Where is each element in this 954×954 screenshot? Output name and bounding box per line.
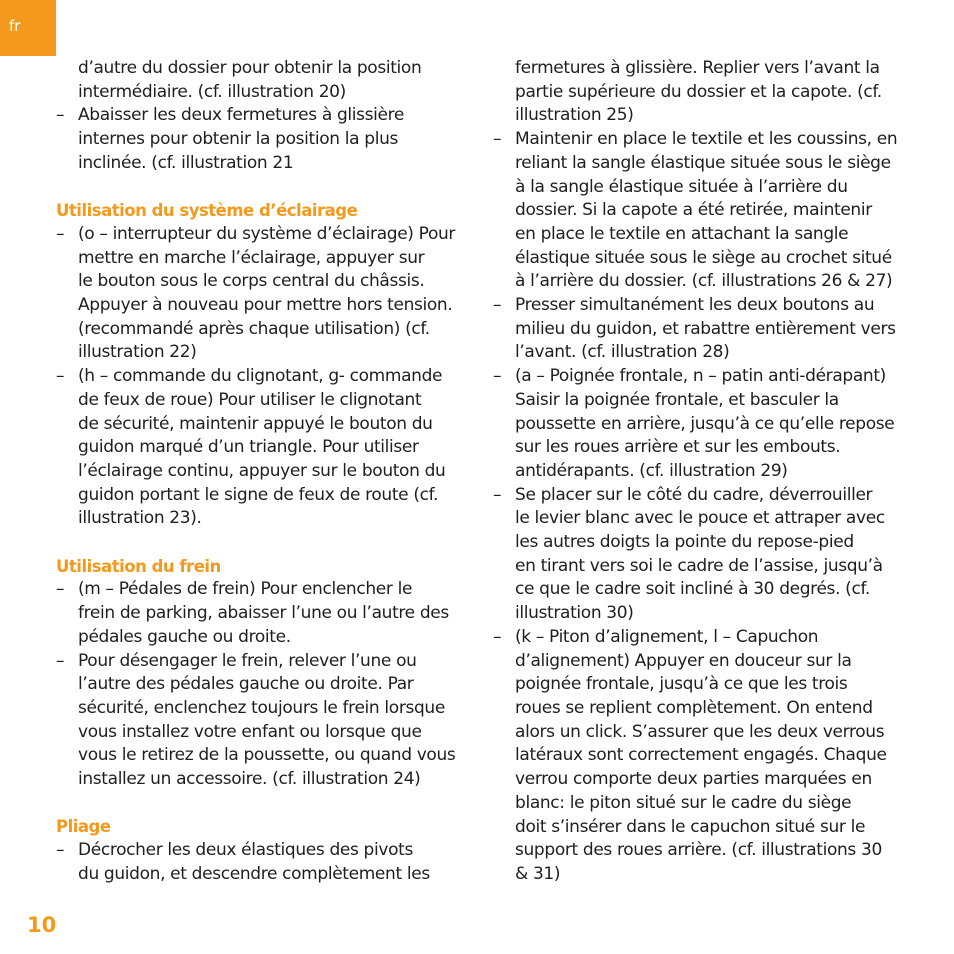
dash-bullet: – (56, 223, 65, 244)
dash-bullet: – (493, 626, 502, 647)
list-item (56, 578, 461, 649)
list-item-text: (h – commande du clignotant, g- commande de feux de roue) Pour utiliser le clignotant de sécurité, maintenir appuyé le bouton du guidon marqué d’un triangle. Pour utiliser l’éclairage continu, appuyer sur le bouton du guidon portant le signe de feux de route (cf. illustration 23). (78, 366, 446, 529)
list-item (56, 839, 461, 886)
dash-bullet: – (56, 579, 65, 600)
list-item (56, 223, 461, 365)
list-item (493, 128, 903, 294)
language-label: fr (9, 17, 21, 35)
list-item-text: Décrocher les deux élastiques des pivots du guidon, et descendre complètement les (78, 840, 430, 884)
section-heading-lighting: Utilisation du système d’éclairage (56, 201, 358, 221)
list-item-text: Maintenir en place le textile et les coussins, en reliant la sangle élastique située sous le siège à la sangle élastique située à l’arrière du dossier. Si la capote a été retirée, maintenir en place le textile en attachant la sangle élastique située sous le siège au crochet situé à l’arrière du dossier. (cf. illustrations 26 & 27) (515, 129, 898, 292)
list-item (56, 650, 461, 792)
list-item-text: (a – Poignée frontale, n – patin anti-dérapant) Saisir la poignée frontale, et basculer la poussette en arrière, jusqu’à ce qu’elle repose sur les roues arrière et sur les embouts. antidérapants. (cf. illustration 29) (515, 366, 895, 481)
dash-bullet: – (56, 840, 65, 861)
list-item (493, 365, 903, 484)
paragraph-continued: fermetures à glissière. Replier vers l’avant la partie supérieure du dossier et la capote. (cf. illustration 25) (515, 58, 882, 126)
left-column (56, 57, 461, 887)
dash-bullet: – (493, 129, 502, 150)
dash-bullet: – (56, 105, 65, 126)
page-number: 10 (27, 913, 57, 937)
right-column (493, 57, 903, 887)
section-heading-brake: Utilisation du frein (56, 556, 221, 576)
dash-bullet: – (56, 650, 65, 671)
dash-bullet: – (56, 366, 65, 387)
list-item-text: Se placer sur le côté du cadre, déverrouiller le levier blanc avec le pouce et attraper avec les autres doigts la pointe du repose-pied en tirant vers soi le cadre de l’assise, jusqu’à ce que le cadre soit incliné à 30 degrés. (cf. illustration 30) (515, 484, 885, 624)
list-item (56, 104, 461, 175)
dash-bullet: – (493, 295, 502, 316)
paragraph-continued: d’autre du dossier pour obtenir la position intermédiaire. (cf. illustration 20) (78, 58, 422, 102)
section-heading-folding: Pliage (56, 817, 111, 837)
list-item (493, 484, 903, 626)
list-item-text: Pour désengager le frein, relever l’une ou l’autre des pédales gauche ou droite. Par sécurité, enclenchez toujours le frein lorsque vous installez votre enfant ou lorsque que vous le retirez de la poussette, ou quand vous installez un accessoire. (cf. illustration 24) (78, 650, 456, 790)
dash-bullet: – (493, 366, 502, 387)
list-item (56, 365, 461, 531)
list-item-text: Abaisser les deux fermetures à glissière internes pour obtenir la position la plus inclinée. (cf. illustration 21 (78, 105, 405, 173)
list-item (493, 294, 903, 365)
dash-bullet: – (493, 484, 502, 505)
list-item-text: (m – Pédales de frein) Pour enclencher le frein de parking, abaisser l’une ou l’autre des pédales gauche ou droite. (78, 579, 449, 647)
language-tab (0, 0, 56, 56)
list-item-text: Presser simultanément les deux boutons au milieu du guidon, et rabattre entièrement vers l’avant. (cf. illustration 28) (515, 295, 896, 363)
list-item-text: (k – Piton d’alignement, l – Capuchon d’alignement) Appuyer en douceur sur la poignée frontale, jusqu’à ce que les trois roues se replient complètement. On entend alors un click. S’assurer que les deux verrous latéraux sont correctement engagés. Chaque verrou comporte deux parties marquées en blanc: le piton situé sur le cadre du siège doit s’insérer dans le capuchon situé sur le support des roues arrière. (cf. illustrations 30 & 31) (515, 626, 887, 884)
list-item (493, 626, 903, 887)
list-item-text: (o – interrupteur du système d’éclairage) Pour mettre en marche l’éclairage, appuyer sur le bouton sous le corps central du châssis. Appuyer à nouveau pour mettre hors tension. (recommandé après chaque utilisation) (cf. illustration 22) (78, 223, 456, 363)
